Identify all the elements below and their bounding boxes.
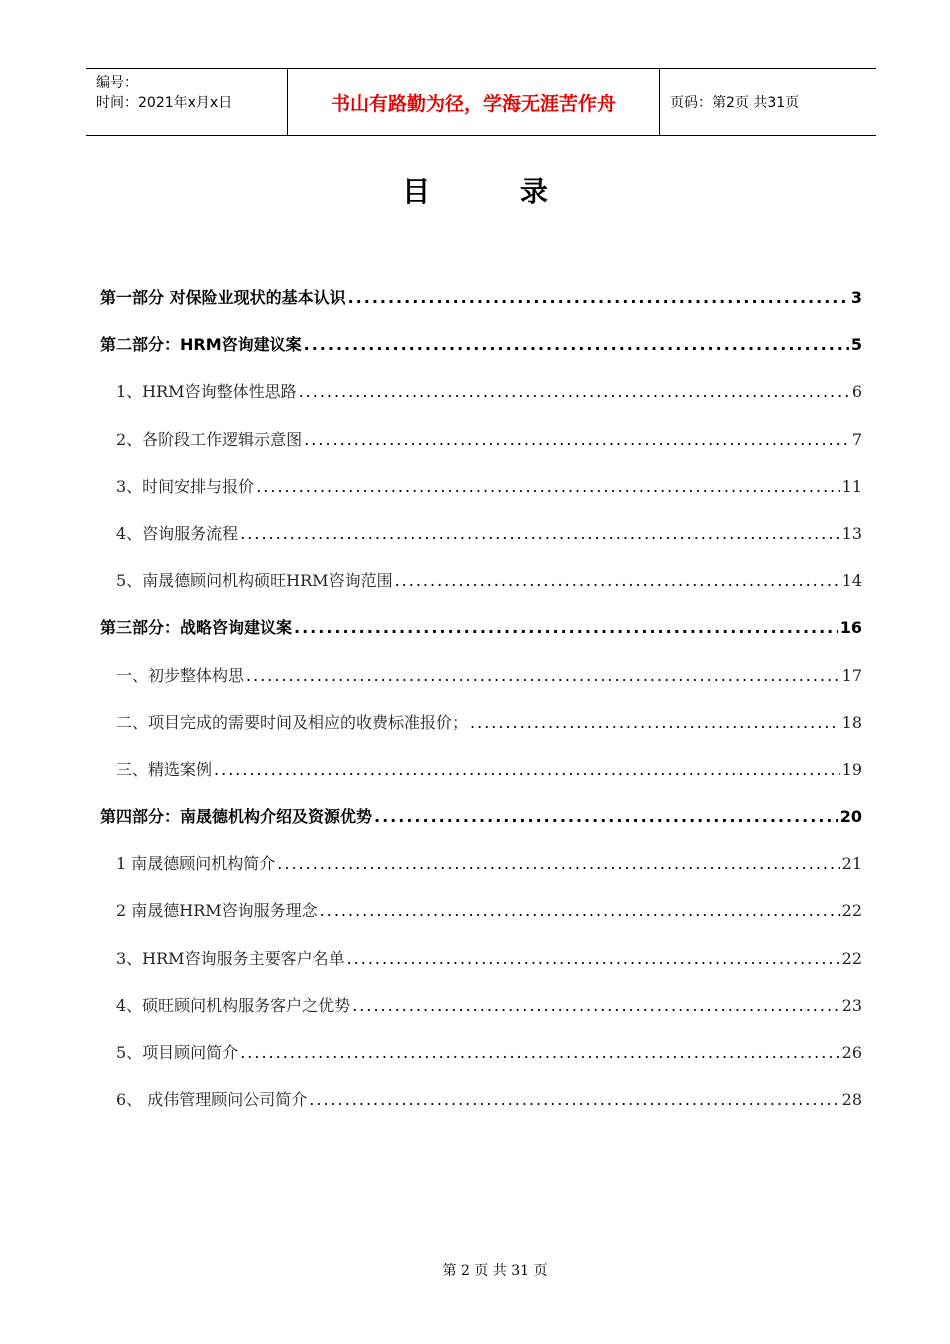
- toc-entry-label: 1 南晟德顾问机构简介: [116, 854, 276, 874]
- toc-entry-page: 28: [841, 1090, 862, 1110]
- toc-entry-page: 11: [841, 476, 862, 496]
- header-meta: [86, 69, 288, 135]
- toc-entry-label: 三、精选案例: [116, 759, 213, 779]
- header-motto: 书山有路勤为径，学海无涯苦作舟: [288, 69, 660, 135]
- toc-leader-dots: [214, 752, 840, 788]
- toc-entry[interactable]: [100, 469, 862, 516]
- toc-entry-label: 3、HRM咨询服务主要客户名单: [116, 948, 345, 968]
- toc-entry[interactable]: [100, 752, 862, 799]
- toc-entry[interactable]: [100, 799, 862, 846]
- page-footer: 第 2 页 共 31 页: [442, 1263, 548, 1279]
- toc-leader-dots: [240, 516, 839, 552]
- toc-entry[interactable]: [100, 846, 862, 893]
- toc-leader-dots: [470, 705, 840, 741]
- toc-leader-dots: [240, 1035, 839, 1071]
- toc-entry-label: 二、项目完成的需要时间及相应的收费标准报价；: [116, 712, 469, 732]
- toc-entry[interactable]: [100, 327, 862, 374]
- toc-leader-dots: [347, 941, 840, 977]
- toc-entry[interactable]: [100, 1082, 862, 1129]
- toc-entry-label: 5、南晟德顾问机构硕旺HRM咨询范围: [116, 571, 393, 591]
- toc-entry[interactable]: [100, 422, 862, 469]
- toc-entry-page: 14: [841, 571, 862, 591]
- toc-leader-dots: [352, 988, 839, 1024]
- toc-entry-label: 2、各阶段工作逻辑示意图: [116, 429, 303, 449]
- toc-entry[interactable]: [100, 658, 862, 705]
- toc-entry-page: 13: [841, 523, 862, 543]
- toc-entry-label: 第三部分：战略咨询建议案: [100, 618, 293, 638]
- toc-entry-page: 21: [841, 854, 862, 874]
- toc-entry-label: 4、咨询服务流程: [116, 523, 239, 543]
- toc-entry-page: 18: [841, 712, 862, 732]
- toc-entry-label: 2 南晟德HRM咨询服务理念: [116, 901, 318, 921]
- toc-entry-label: 第四部分：南晟德机构介绍及资源优势: [100, 807, 373, 827]
- toc-entry-page: 6: [851, 382, 862, 402]
- document-number-label: 编号：: [96, 75, 138, 91]
- toc-entry[interactable]: [100, 374, 862, 421]
- toc-leader-dots: [304, 422, 850, 458]
- toc-leader-dots: [348, 280, 849, 316]
- toc-entry-label: 6、 成伟管理顾问公司简介: [116, 1090, 308, 1110]
- toc-entry-page: 19: [841, 759, 862, 779]
- toc-entry-label: 4、硕旺顾问机构服务客户之优势: [116, 995, 351, 1015]
- toc-leader-dots: [304, 327, 849, 363]
- toc-entry[interactable]: [100, 1035, 862, 1082]
- toc-entry-page: 26: [841, 1043, 862, 1062]
- toc-entry[interactable]: [100, 705, 862, 752]
- table-of-contents: [100, 280, 862, 1129]
- toc-leader-dots: [299, 374, 850, 410]
- toc-entry-page: 16: [839, 618, 862, 638]
- toc-entry-page: 23: [841, 995, 862, 1015]
- toc-entry-label: 1、HRM咨询整体性思路: [116, 382, 297, 402]
- document-time: 时间：2021年x月x日: [96, 95, 233, 111]
- toc-entry-page: 22: [841, 948, 862, 968]
- toc-leader-dots: [277, 846, 839, 882]
- toc-entry-label: 第一部分 对保险业现状的基本认识: [100, 288, 346, 307]
- page-header: [86, 68, 876, 136]
- toc-entry[interactable]: [100, 516, 862, 563]
- toc-leader-dots: [395, 563, 840, 599]
- toc-entry-label: 3、时间安排与报价: [116, 476, 255, 496]
- toc-leader-dots: [246, 658, 840, 694]
- toc-entry[interactable]: [100, 280, 862, 327]
- toc-entry[interactable]: [100, 610, 862, 657]
- toc-title: 目 录: [402, 175, 588, 208]
- toc-entry[interactable]: [100, 893, 862, 940]
- toc-entry-page: 5: [850, 335, 862, 355]
- toc-entry-label: 第二部分：HRM咨询建议案: [100, 335, 302, 355]
- toc-entry[interactable]: [100, 941, 862, 988]
- toc-leader-dots: [309, 1082, 839, 1118]
- header-page-info: 页码：第2页 共31页: [670, 95, 800, 111]
- toc-leader-dots: [374, 799, 838, 835]
- toc-entry-label: 一、初步整体构思: [116, 665, 245, 685]
- toc-entry-label: 5、项目顾问简介: [116, 1043, 239, 1062]
- toc-entry-page: 20: [839, 807, 862, 827]
- toc-entry-page: 17: [841, 665, 862, 685]
- toc-entry-page: 7: [851, 429, 862, 449]
- toc-leader-dots: [294, 610, 838, 646]
- toc-entry-page: 22: [841, 901, 862, 921]
- toc-entry[interactable]: [100, 988, 862, 1035]
- toc-leader-dots: [256, 469, 839, 505]
- toc-entry[interactable]: [100, 563, 862, 610]
- toc-leader-dots: [320, 893, 840, 929]
- toc-entry-page: 3: [850, 288, 862, 307]
